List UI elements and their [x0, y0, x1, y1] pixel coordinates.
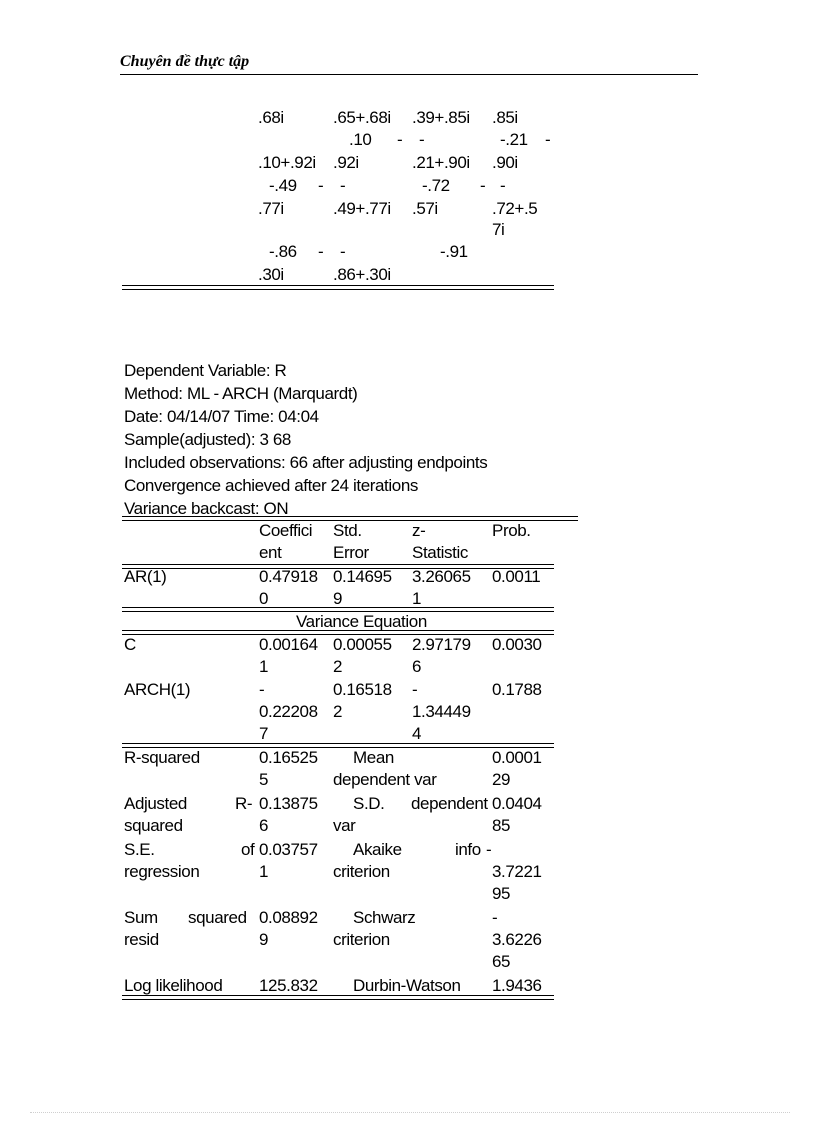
- root-cell: .72+.5: [492, 199, 538, 218]
- root-cell: -: [340, 242, 346, 261]
- section-title: Variance Equation: [296, 612, 427, 631]
- stat-label: criterion: [333, 930, 390, 949]
- stat-label: Log likelihood: [124, 976, 223, 995]
- root-cell: -: [419, 130, 425, 149]
- col-header: Coeffici: [259, 521, 313, 540]
- stat-value: 0.0001: [492, 748, 542, 767]
- stat-label: Durbin-Watson: [353, 976, 461, 995]
- stat-value: 0.08892: [259, 908, 318, 927]
- cell: 0.1788: [492, 680, 542, 699]
- root-cell: -: [545, 130, 551, 149]
- stat-value: 85: [492, 816, 511, 835]
- root-cell: .92i: [333, 153, 359, 172]
- col-header: Prob.: [492, 521, 531, 540]
- root-cell: -: [397, 130, 403, 149]
- info-line: Dependent Variable: R: [124, 361, 287, 380]
- root-cell: .10: [349, 130, 372, 149]
- stat-value: 3.6226: [492, 930, 542, 949]
- info-line: Sample(adjusted): 3 68: [124, 430, 291, 449]
- root-cell: .65+.68i: [333, 108, 391, 127]
- cell: -: [259, 680, 265, 699]
- root-cell: .30i: [258, 265, 284, 284]
- root-cell: -.86: [269, 242, 297, 261]
- cell: 7: [259, 724, 269, 743]
- col-header: Statistic: [412, 543, 468, 562]
- stat-value: 65: [492, 952, 511, 971]
- stat-label: Mean: [353, 748, 394, 767]
- stat-label: S.D.: [353, 794, 385, 813]
- header-rule: [120, 74, 698, 75]
- root-cell: -: [318, 242, 324, 261]
- header-title: Chuyên đề thực tập: [120, 53, 250, 70]
- cell: 2: [333, 702, 343, 721]
- cell: 0.00164: [259, 635, 318, 654]
- info-line: Date: 04/14/07 Time: 04:04: [124, 407, 319, 426]
- root-cell: -.49: [269, 176, 297, 195]
- stat-label: Sum: [124, 908, 158, 927]
- stat-value: 95: [492, 884, 511, 903]
- col-header: z-: [412, 521, 426, 540]
- stat-value: 0.16525: [259, 748, 318, 767]
- row-label: C: [124, 635, 136, 654]
- row-label: AR(1): [124, 567, 167, 586]
- cell: 0: [259, 589, 269, 608]
- cell: 1: [412, 589, 422, 608]
- info-line: Variance backcast: ON: [124, 499, 289, 518]
- cell: 0.47918: [259, 567, 318, 586]
- stat-value: 1.9436: [492, 976, 542, 995]
- root-cell: .10+.92i: [258, 153, 316, 172]
- stat-label: var: [333, 816, 356, 835]
- cell: -: [412, 680, 418, 699]
- cell: 0.14695: [333, 567, 392, 586]
- cell: 0.00055: [333, 635, 392, 654]
- root-cell: -: [500, 176, 506, 195]
- cell: 0.22208: [259, 702, 318, 721]
- stat-label: Adjusted: [124, 794, 187, 813]
- cell: 3.26065: [412, 567, 471, 586]
- root-cell: .21+.90i: [412, 153, 470, 172]
- stat-label: R-: [235, 794, 253, 813]
- root-cell: .49+.77i: [333, 199, 391, 218]
- root-cell: -: [480, 176, 486, 195]
- cell: 1: [259, 657, 269, 676]
- stat-label: squared: [188, 908, 247, 927]
- stat-label: dependent: [411, 794, 488, 813]
- root-cell: .57i: [412, 199, 438, 218]
- stat-value: -: [492, 908, 498, 927]
- root-cell: -: [340, 176, 346, 195]
- root-cell: .68i: [258, 108, 284, 127]
- stat-value: 29: [492, 770, 511, 789]
- info-line: Included observations: 66 after adjusting endpoints: [124, 453, 488, 472]
- stat-value: 1: [259, 862, 269, 881]
- root-cell: .39+.85i: [412, 108, 470, 127]
- cell: 4: [412, 724, 422, 743]
- stat-value: 0.0404: [492, 794, 542, 813]
- root-cell: -: [318, 176, 324, 195]
- stat-label: Akaike: [353, 840, 402, 859]
- cell: 9: [333, 589, 343, 608]
- stat-value: 6: [259, 816, 269, 835]
- stat-value: 0.03757: [259, 840, 318, 859]
- stat-value: 3.7221: [492, 862, 542, 881]
- root-cell: .85i: [492, 108, 518, 127]
- cell: 0.0030: [492, 635, 542, 654]
- stat-label: criterion: [333, 862, 390, 881]
- stat-value: 125.832: [259, 976, 318, 995]
- stat-label: dependent var: [333, 770, 437, 789]
- cell: 6: [412, 657, 422, 676]
- root-cell: -.21: [500, 130, 528, 149]
- stat-label: S.E.: [124, 840, 155, 859]
- stat-label: Schwarz: [353, 908, 416, 927]
- cell: 1.34449: [412, 702, 471, 721]
- stat-value: 9: [259, 930, 269, 949]
- info-line: Convergence achieved after 24 iterations: [124, 476, 418, 495]
- cell: 2.97179: [412, 635, 471, 654]
- stat-label: R-squared: [124, 748, 200, 767]
- cell: 0.0011: [492, 567, 541, 586]
- root-cell: .86+.30i: [333, 265, 391, 284]
- root-cell: -.91: [440, 242, 468, 261]
- root-cell: .77i: [258, 199, 284, 218]
- root-cell: -.72: [422, 176, 450, 195]
- stat-label: resid: [124, 930, 159, 949]
- stat-value: 5: [259, 770, 269, 789]
- row-label: ARCH(1): [124, 680, 191, 699]
- col-header: Std.: [333, 521, 362, 540]
- info-line: Method: ML - ARCH (Marquardt): [124, 384, 358, 403]
- stat-value: 0.13875: [259, 794, 318, 813]
- cell: 0.16518: [333, 680, 392, 699]
- stat-label: of: [241, 840, 255, 859]
- root-cell: 7i: [492, 220, 505, 239]
- stat-label: info: [455, 840, 481, 859]
- cell: 2: [333, 657, 343, 676]
- page-bottom-border: [30, 1112, 790, 1113]
- stat-value: -: [486, 840, 492, 859]
- col-header: Error: [333, 543, 369, 562]
- stat-label: squared: [124, 816, 183, 835]
- stat-label: regression: [124, 862, 200, 881]
- table-double-rule: [122, 285, 554, 290]
- col-header: ent: [259, 543, 282, 562]
- root-cell: .90i: [492, 153, 518, 172]
